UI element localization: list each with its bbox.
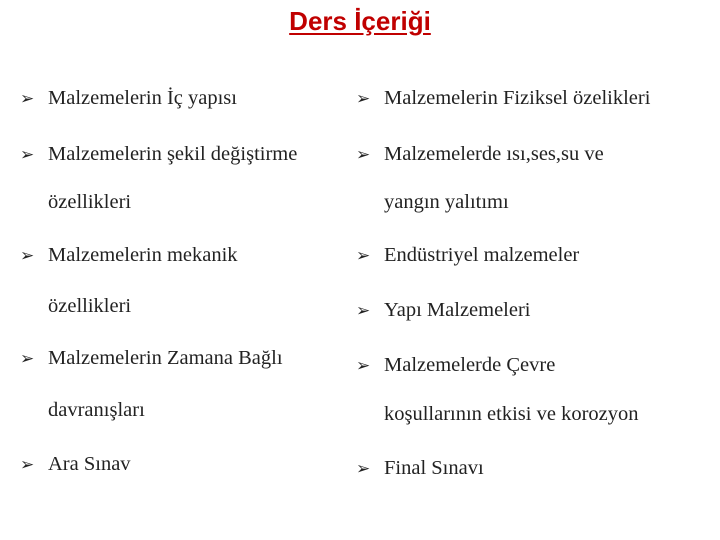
arrow-bullet-icon: ➢: [356, 145, 371, 165]
item-text: Malzemelerde ısı,ses,su ve: [384, 143, 604, 165]
list-item-left-5: [20, 452, 131, 477]
arrow-bullet-icon: ➢: [20, 349, 35, 369]
page-title: Ders İçeriği: [289, 6, 431, 36]
item-text-continuation: yangın yalıtımı: [384, 191, 509, 213]
item-text: Ara Sınav: [48, 453, 131, 475]
list-item-right-5: [356, 353, 555, 378]
item-text: Malzemelerin Zamana Bağlı: [48, 347, 283, 369]
item-text-continuation: koşullarının etkisi ve korozyon: [384, 403, 639, 425]
arrow-bullet-icon: ➢: [20, 145, 35, 165]
arrow-bullet-icon: ➢: [356, 301, 371, 321]
item-text: Malzemelerin İç yapısı: [48, 87, 237, 109]
list-item-right-2: [356, 142, 604, 167]
arrow-bullet-icon: ➢: [356, 459, 371, 479]
arrow-bullet-icon: ➢: [356, 356, 371, 376]
arrow-bullet-icon: ➢: [20, 246, 35, 266]
list-item-right-3: [356, 243, 579, 268]
item-text: Malzemelerde Çevre: [384, 354, 556, 376]
arrow-bullet-icon: ➢: [356, 246, 371, 266]
arrow-bullet-icon: ➢: [20, 89, 35, 109]
list-item-right-1: [356, 86, 650, 111]
list-item-left-3: [20, 243, 238, 268]
item-text: Yapı Malzemeleri: [384, 299, 531, 321]
list-item-left-4: [20, 346, 283, 371]
list-item-left-2: [20, 142, 297, 167]
arrow-bullet-icon: ➢: [356, 89, 371, 109]
item-text-continuation: özellikleri: [48, 191, 132, 213]
list-item-left-1: [20, 86, 237, 111]
item-text: Final Sınavı: [384, 457, 484, 479]
item-text: Malzemelerin şekil değiştirme: [48, 143, 298, 165]
arrow-bullet-icon: ➢: [20, 455, 35, 475]
item-text-continuation: davranışları: [48, 399, 145, 421]
item-text: Endüstriyel malzemeler: [384, 244, 580, 266]
item-text: Malzemelerin mekanik: [48, 244, 238, 266]
item-text-continuation: özellikleri: [48, 295, 132, 317]
list-item-right-4: [356, 298, 531, 323]
item-text: Malzemelerin Fiziksel özelikleri: [384, 87, 651, 109]
list-item-right-6: [356, 456, 484, 481]
